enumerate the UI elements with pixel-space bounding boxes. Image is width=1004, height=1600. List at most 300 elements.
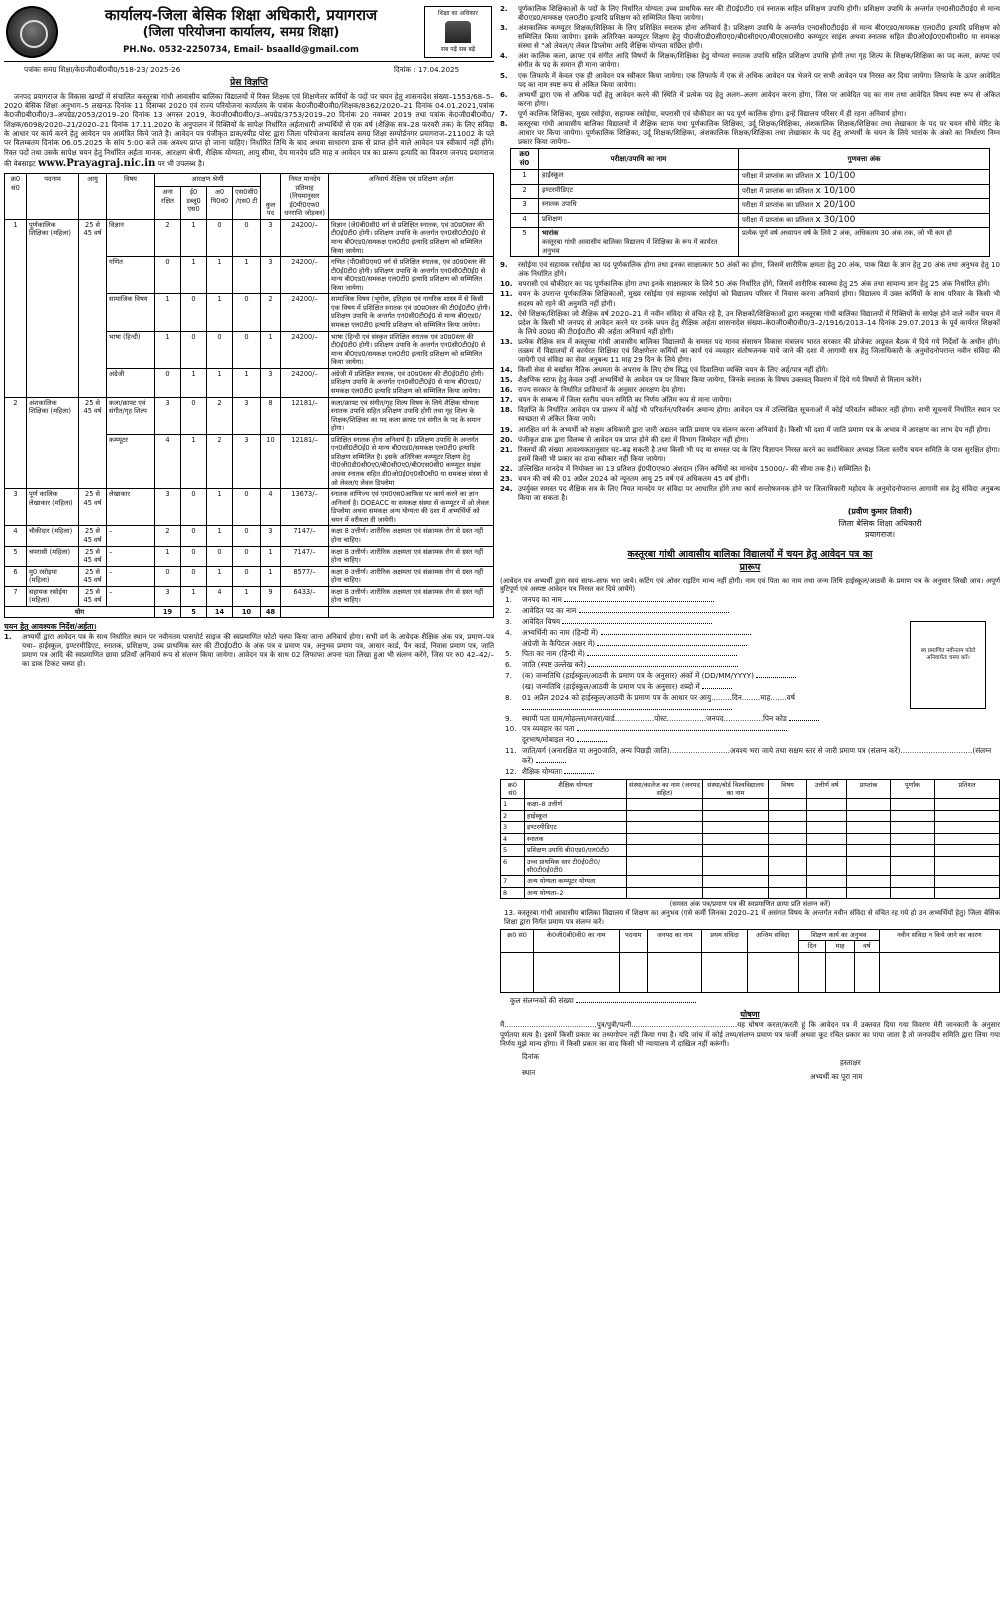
edu-blank-cell[interactable] [627,833,703,845]
merit-multiplier: x 20/100 [815,200,856,211]
total-cell: 10 [261,434,281,488]
edu-blank-cell[interactable] [891,887,935,899]
edu-blank-cell[interactable] [703,799,769,811]
sc-st-cell: 0 [233,331,261,368]
letter-date: दिनांक : 17.04.2025 [394,65,460,74]
qualification-cell: भाषा (हिन्दी एवं संस्कृत प्रशिक्षित स्नातक एवं उ0प्र0स्तर की टी0ई0टी0 होगी। प्रशिक्षण उपाधि के अन्तर्गत एन0सी0टी0ई0 से मान्य बी0एड0/समकक्ष एल0टी0 इत्यादि प्रशिक्षण को सम्मिलित किया जायेगा। [329,331,494,368]
sno-cell: 4 [5,526,27,546]
form-field[interactable] [500,606,1000,616]
press-body: जनपद प्रयागराज के विकास खण्डों में संचालित कस्तूरबा गांधी आवासीय बालिका विद्यालयों में रिक्त शिक्षक एवं शिक्षणेत्तर कर्मियों के पदों पर चयन हेतु शासनादेश संख्या–1553/68–5–2020 बेसिक शिक्षा अनुभाग–5 लखनऊ दिनांक 11 दिसम्बर 2020 एवं राज्य परियोजना कार्यालय के पत्रांक के0जी0बी0वी0/शिक्षक/8362/2020–21 दिनांक 04.01.2021,पत्रांक के0जी0बी0वी0/3–अपग्रेड/2053/2019–20 दिनांक 13 अगस्त 2019, के0जी0बी0वी0/3–अपग्रेड/3753/2019–20 दिनांक 20 नवम्बर 2019 तथा पत्रांक के0जी0बी0वी0/शिक्षक/6098/2020–21/2020–21 दिनांक 17.11.2020 के अनुपालन में रिक्तियों के सापेक्ष निर्धारित अर्हताधारी अभ्यर्थियों से एक वर्ष (शैक्षिक सत्र–28 फरवरी तक) के लिए संविदा के आधार पर कार्य करने हेतु आवेदन पत्र आमंत्रित किये जाते है। आवेदन पत्र पंजीकृत डाक/स्पीड पोस्ट द्वारा जिला परियोजना कार्यालय समग्र शिक्षा सम्पोर्डनगर प्रयागराज–211002 के पते पर विलम्बतम दिनांक 06.05.2025 के सांय 5:00 बजे तक अवश्य प्राप्त हो जाना चाहिए। निर्धारित तिथि के बाद अथवा साधारण डाक से प्राप्त होने वाले आवेदन पत्र स्वीकार्य नहीं होंगे। रिक्त पदों तथा उसके सापेक्ष चयन हेतु निर्धारित अर्हता मानक, आरक्षण श्रेणी, शैक्षिक योग्यता, आयु सीमा, देय मानदेय प्रति माह व आवेदन पत्र का प्रारूप इत्यादि का विवरण जनपद प्रयागराज की वेबसाइट [4,91,494,169]
age-cell: 25 से 45 वर्ष [79,586,107,606]
press-release-title: प्रेस विज्ञप्ति [230,78,268,88]
instruction-item [500,4,1000,22]
edu-blank-cell[interactable] [847,887,891,899]
total-blank [329,606,494,618]
form-field[interactable] [500,724,1000,734]
instruction-text: ऐसे शिक्षक/शिक्षिका जो शैक्षिक वर्ष 2020–21 में नवीन संविदा से वंचित रहे है, उन शिक्षकों/शिक्षिकाओं द्वारा कस्तूरबा गांधी बालिका विद्यालयों में रिक्तियों के सापेक्ष होने वाले नवीन चयन में प्रदेश के किसी भी जनपद से आवेदन करने पर उनके चयन हेतु शैक्षिक अर्हता शासनादेश संख्या–के0जी0बी0वी0/3–2/1916/2013–14 दिनांक 29.07.2013 के पूर्व कार्यरत शिक्षकों के लिये उ0प्र0 की टी0ई0टी0 की अर्हता अनिवार्य नहीं होगी। [518,308,1000,336]
instruction-text: शैक्षणिक स्टाफ हेतु केवल उन्हीं अभ्यर्थियों के आवेदन पत्र पर विचार किया जायेगा, जिनके स्नातक के विषय उक्तवत् विवरण में दिये गये विषयों से मिलान करेंगे। [518,375,922,385]
photo-box[interactable]: स्व प्रमाणित नवीनतम फोटो अनिवार्यतः चस्पा करें। [910,621,986,709]
form-field[interactable] [500,746,1000,766]
field-number: 11. [505,746,517,756]
sc-st-cell: 0 [233,526,261,546]
edu-blank-cell[interactable] [627,887,703,899]
obc-cell: 2 [207,434,233,488]
edu-blank-cell[interactable] [703,856,769,876]
obc-cell: 0 [207,546,233,566]
letter-number: पत्रांकः समग्र शिक्षा/के0जी0बी0वी0/518-23/ 2025-26 [24,65,181,74]
field-blank[interactable] [564,601,714,602]
instruction-text: पंजीकृत डाक द्वारा विलम्ब से आवेदन पत्र प्राप्त होने की दशा में विभाग जिम्मेदार नहीं होगा। [518,434,749,444]
honorarium-cell: 8577/– [281,566,329,586]
edu-blank-cell[interactable] [627,810,703,822]
edu-blank-cell[interactable] [891,833,935,845]
up-government-emblem-icon [6,6,58,58]
form-field[interactable] [500,649,1000,659]
field-label: पिता का नाम (हिन्दी में) [522,649,585,659]
instructions-list-3 [500,260,1000,502]
ews-cell: 0 [181,566,207,586]
field-blank[interactable] [579,612,729,613]
instruction-item [500,425,1000,434]
edu-blank-cell[interactable] [769,856,807,876]
merit-exam-name: स्नातक उपाधि [542,200,577,209]
application-form-title: कस्तूरबा गांधी आवासीय बालिका विद्यालयों में चयन हेतु आवेदन पत्र का प्रारूप [627,548,873,573]
instruction-number: 5. [500,70,508,80]
instruction-number: 6. [500,89,508,99]
edu-blank-cell[interactable] [891,810,935,822]
edu-blank-cell[interactable] [703,822,769,834]
sc-st-cell: 0 [233,566,261,586]
edu-blank-cell[interactable] [769,833,807,845]
merit-marks-text: परीक्षा में प्राप्तांक का प्रतिशत [742,201,814,210]
edu-blank-cell[interactable] [847,799,891,811]
edu-qualification: इण्टरमीडिएट [525,822,627,834]
instruction-text: पूर्ण कालिक शिक्षिका, मुख्य रसोईया, सहायक रसोईया, चपरासी एवं चौकीदार का पद पूर्ण कालिक होगा। इन्हें विद्यालय परिसर में ही रहना अनिवार्य होगा। [518,108,907,118]
edu-blank-cell[interactable] [769,810,807,822]
instruction-number: 4. [500,51,508,61]
instruction-item [500,337,1000,364]
sc-st-cell: 0 [233,294,261,331]
edu-col: उत्तीर्ण वर्ष [807,779,847,799]
exp-col-experience: शिक्षण कार्य का अनुभव [798,929,879,940]
subject-cell: विज्ञान [107,219,155,256]
edu-blank-cell[interactable] [935,887,1000,899]
instruction-item [500,71,1000,89]
signature-label: हस्ताक्षर [840,1057,861,1067]
col-unreserved: अना रक्षित [155,187,181,220]
education-row[interactable] [501,799,1000,811]
instruction-number: 12. [500,308,513,318]
edu-blank-cell[interactable] [807,876,847,888]
qualification-cell: कक्षा 8 उत्तीर्ण। शारीरिक अक्षमता एवं संक्रामक रोग से ग्रस्त नहीं होना चाहिए। [329,566,494,586]
sc-st-cell: 1 [233,586,261,606]
edu-blank-cell[interactable] [627,876,703,888]
edu-blank-cell[interactable] [891,876,935,888]
edu-blank-cell[interactable] [935,833,1000,845]
merit-exam-name: भारांक [542,229,559,238]
edu-blank-cell[interactable] [769,799,807,811]
edu-sno: 2 [501,810,525,822]
field-number: 3. [505,616,512,626]
instruction-text: अभ्यर्थी द्वारा आवेदन पत्र के साथ निर्धारित स्थान पर नवीनतम पासपोर्ट साइज की स्वप्रमाणित फोटो चस्पा किया जाना अनिवार्य होगा। सभी वर्ग के आवेदक शैक्षिक अंक पत्र, प्रमाण–पत्र यथा– हाईस्कूल, इण्टरमीडिएट, स्नातक, प्रशिक्षण, उच्च प्राथमिक स्तर की टी0ई0टी0 के अंक पत्र व प्रमाण पत्र, अनुभव प्रमाण पत्र, आधार कार्ड, पैन कार्ड, निवास प्रमाण पत्र, जाति प्रमाण पत्र आदि की स्वप्रमाणित छाया प्रतियाँ अनिवार्य रूप से संलग्न किया जायेगा। आवेदन पत्र के साथ 02 लिफाफा अपना पता लिखा हुआ भी संलग्न करेंगे, जिस पर रु0 42–42/– का डाक टिकट चस्पा हो। [22,632,494,669]
edu-col: संस्था/कालेज का नाम (जनपद सहित) [627,779,703,799]
obc-cell: 1 [207,526,233,546]
ews-cell: 0 [181,294,207,331]
honorarium-cell: 24200/– [281,294,329,331]
edu-blank-cell[interactable] [703,876,769,888]
subject-cell: सामाजिक विषय [107,294,155,331]
vacancy-row [5,586,494,606]
form-field[interactable] [500,660,1000,670]
vacancy-row [5,489,494,526]
col-subject: विषय [107,174,155,220]
edu-blank-cell[interactable] [847,822,891,834]
edu-blank-cell[interactable] [703,845,769,857]
instruction-item [500,464,1000,473]
form-field[interactable] [500,617,1000,627]
honorarium-cell: 7147/– [281,546,329,566]
field-number: 2. [505,606,512,616]
edu-blank-cell[interactable] [627,799,703,811]
qualification-cell: गणित (पी0सी0एम0 वर्ग से प्रशिक्षित स्नातक, एवं उ0प्र0स्तर की टी0ई0टी0 होगी। प्रशिक्षण उपाधि के अन्तर्गत एन0सी0टी0ई0 से मान्य बी0एड0/समकक्ष एल0टी0 इत्यादि प्रशिक्षण को सम्मिलित किया जायेगा। [329,257,494,294]
instruction-number: 18. [500,405,513,415]
instruction-number: 15. [500,375,513,385]
merit-multiplier: x 30/100 [815,214,856,225]
edu-blank-cell[interactable] [807,810,847,822]
col-honorarium: नियत मानदेय प्रतिमाह (नियमानुसार ई0पी0एफ0 धनराशि जोड़कर) [281,174,329,220]
form-field[interactable] [500,714,1000,724]
education-row[interactable] [501,876,1000,888]
unreserved-cell: 0 [155,368,181,397]
instructions-list-1 [4,632,494,668]
form-field[interactable] [500,735,1000,745]
total-cell: 8 [261,397,281,434]
instruction-text: पूर्णकालिक शिक्षिकाओं के पदों के लिए निर्धारित योग्यता उच्च प्राथमिक स्तर की टी0ई0टी0 एवं स्नातक सहित प्रशिक्षण उपाधि होगी। प्रशिक्षण उपाधि के अन्तर्गत एन0सी0टी0ई0 से मान्य बी0एड0/समकक्ष एल0टी0 इत्यादि प्रशिक्षण को सम्मिलित किया जायेगा। [518,4,1000,23]
subject-cell: गणित [107,257,155,294]
field-blank[interactable] [577,741,607,742]
education-row[interactable] [501,810,1000,822]
edu-blank-cell[interactable] [847,876,891,888]
field-blank[interactable] [536,762,566,763]
attachments-count[interactable] [500,996,1000,1005]
merit-rows [511,170,990,257]
vacancy-row [5,546,494,566]
sc-st-cell: 1 [233,368,261,397]
ews-cell: 0 [181,397,207,434]
edu-col: क्र0 सं0 [501,779,525,799]
total-obc: 14 [207,606,233,618]
application-form-fields [500,595,1000,776]
merit-row [511,199,990,214]
field-blank[interactable] [789,720,819,721]
exp-col-kgbv: के0जी0बी0वी0 का नाम [534,929,619,952]
instruction-item [4,632,494,668]
form-field[interactable] [500,671,1000,681]
total-label: योग [5,606,155,618]
instruction-item [500,365,1000,374]
place-label: स्थान [522,1067,536,1077]
edu-blank-cell[interactable] [847,856,891,876]
instruction-number: 3. [500,23,508,33]
instruction-text: चयन की वर्ष की 01 अप्रैल 2024 को न्यूनतम आयु 25 वर्ष एवं अधिकतम 45 वर्ष होगी। [518,473,750,483]
edu-blank-cell[interactable] [891,799,935,811]
honorarium-cell: 12181/– [281,434,329,488]
field-label: (ख) जन्मतिथि (हाईस्कूल/आठवी के प्रमाण पत्र के अनुसार) शब्दों में [522,681,700,691]
subject-cell: – [107,586,155,606]
honorarium-cell: 24200/– [281,331,329,368]
instruction-number: 24. [500,484,513,493]
edu-blank-cell[interactable] [769,822,807,834]
vacancy-row [5,526,494,546]
edu-blank-cell[interactable] [891,856,935,876]
merit-sno: 5 [511,228,539,257]
edu-blank-cell[interactable] [807,887,847,899]
unreserved-cell: 1 [155,331,181,368]
letterhead [4,4,494,62]
instruction-text: अंश कालिक कला, क्राफ्ट एवं संगीत आदि विषयों के शिक्षक/शिक्षिका हेतु योग्यता स्नातक उपाधि सहित प्रशिक्षण उपाधि होगी तथा गृह शिल्प के शिक्षक/शिक्षिका का पद कला, क्राफ्ट एवं संगीत के पद के समान ही माना जायेगा। [518,51,1000,70]
merit-row [511,213,990,228]
edu-blank-cell[interactable] [807,833,847,845]
field-blank[interactable] [577,730,787,731]
edu-blank-cell[interactable] [847,810,891,822]
edu-blank-cell[interactable] [847,833,891,845]
field-label: अभ्यर्थिनी का नाम (हिन्दी में) [522,627,599,637]
post-cell: अंशकालिक शिक्षिका (महिला) [27,397,79,489]
qualification-cell: विज्ञान (जे0बी0सी0 वर्ग से प्रशिक्षित स्नातक, एवं उ0प्र0स्तर की टी0ई0टी0 होगी। प्रशिक्षण उपाधि के अन्तर्गत एन0सी0टी0ई0 से मान्य बी0एड0/समकक्ष एल0टी0 इत्यादि प्रशिक्षण को सम्मिलित किया जायेगा। [329,219,494,256]
merit-marks [739,184,990,199]
field-blank[interactable] [597,645,747,646]
edu-blank-cell[interactable] [807,845,847,857]
instruction-text: रसोईया एवं सहायक रसोईया का पद पूर्णकालिक होगा तथा इनका साक्षात्कार 50 अंकों का होगा, जिसमें शारीरिक क्षमता हेतु 20 अंक, पाक विद्या के ज्ञान हेतु 20 अंक तथा अनुभव हेतु 10 अंक निर्धारित होंगे। [518,260,1000,279]
exp-col-district: जनपद का नाम [648,929,702,952]
edu-blank-cell[interactable] [935,845,1000,857]
edu-blank-cell[interactable] [703,887,769,899]
obc-cell: 1 [207,566,233,586]
field-blank[interactable] [601,634,751,635]
children-figure-icon [445,21,471,43]
obc-cell: 0 [207,331,233,368]
edu-col: पूर्णांक [891,779,935,799]
field-blank[interactable] [562,623,712,624]
instruction-number: 1. [4,632,12,642]
form-field[interactable] [500,639,1000,649]
edu-col: शैक्षिक योग्यता [525,779,627,799]
merit-marks-text: प्रत्येक पूर्ण वर्ष अध्यापन वर्ष के लिये 2 अंक, अधिकतम 30 अंक तक, जो भी कम हो [742,229,952,238]
instruction-text: प्रत्येक शैक्षिक सत्र में कस्तूरबा गांधी आवासीय बालिका विद्यालयों के समस्त पद मानव संसाधन विकास मंत्रालय भारत सरकार की प्रोजेक्ट अप्रूवल बैठक में दिये गये निर्देशों के अधीन होंगे। तत्क्रम में विद्यालयों में कार्यरत शिक्षिका एवं शिक्षणेत्तर कर्मियों का कार्य एवं व्यवहार संतोषजनक पाये जाने की दशा में आगामी सत्र हेतु जिलाधिकारी के अनुमोदनोपरान्त नवीन संविदा की जायेगी एवं संविदा का सेवा अनुबन्ध 11 माह 29 दिन के लिये होगा। [518,336,1000,364]
total-cell: 1 [261,566,281,586]
instruction-text: अभ्यर्थी द्वारा एक से अधिक पदों हेतु आवेदन करने की स्थिति में प्रत्येक पद हेतु अलग–अलग आवेदन करना होगा, जिस पर आवेदित पद का नाम तथा आवेदित विषय स्पष्ट रूप से अंकित करना होगा। [518,89,1000,108]
declaration-title: घोषणा [740,1009,760,1019]
right-to-education-logo [424,6,492,58]
merit-sno: 2 [511,184,539,199]
total-blank [281,606,329,618]
instruction-number: 11. [500,289,513,299]
edu-blank-cell[interactable] [769,845,807,857]
exp-blank-row[interactable] [501,952,1000,992]
ews-cell: 1 [181,257,207,294]
merit-multiplier: x 10/100 [815,171,856,182]
edu-qualification: हाईस्कूल [525,810,627,822]
field-label: स्थायी पता ग्राम/मोहल्ला/मजरा/वार्ड.................पोस्ट.................जनपद.................पिन कोड [522,713,787,723]
field-number: 10. [505,724,517,734]
field-blank[interactable] [587,655,737,656]
ews-cell: 0 [181,489,207,526]
instruction-text: राज्य सरकार के निर्धारित प्राविधानों के अनुसार आरक्षण देय होगा। [518,385,686,395]
reference-line [4,65,494,77]
edu-blank-cell[interactable] [935,810,1000,822]
merit-col-exam: परीक्षा/उपाधि का नाम [539,149,739,170]
instruction-number: 16. [500,385,513,395]
honorarium-cell: 6433/– [281,586,329,606]
instruction-text: किसी सेवा से बर्खास्त नैतिक अधमता के अपराध के लिए दोष सिद्ध एवं दिवालिया व्यक्ति चयन के लिए अर्ह/पात्र नहीं होंगे। [518,365,828,375]
age-cell: 25 से 45 वर्ष [79,546,107,566]
edu-blank-cell[interactable] [769,876,807,888]
field-blank[interactable] [564,773,594,774]
sc-st-cell: 3 [233,434,261,488]
instruction-number: 8. [500,118,508,128]
field-label: 01 अप्रैल 2024 को हाईस्कूल/आठवी के प्रमाण पत्र के आधार पर आयु.........दिन........माह.......वर्ष [522,692,795,702]
merit-marks-text: परीक्षा में प्राप्तांक का प्रतिशत [742,215,814,224]
exp-col-months: माह [826,941,854,952]
merit-marks [739,199,990,214]
sno-cell: 1 [5,219,27,397]
instruction-number: 2. [500,4,508,13]
age-cell: 25 से 45 वर्ष [79,397,107,489]
total-total: 48 [261,606,281,618]
field-blank[interactable] [756,677,796,678]
exp-col-years: वर्ष [854,941,879,952]
instruction-text: आरक्षित वर्ग के अभ्यर्थी को सक्षम अधिकारी द्वारा जारी अद्यतन जाति प्रमाण पत्र संलग्न करना अनिवार्य है। किसी भी दशा में जाति प्रमाण पत्र के अभाव में आरक्षण का लाभ देय नहीं होगा। [518,424,991,434]
unreserved-cell: 3 [155,397,181,434]
left-column [4,4,494,1596]
total-row [5,606,494,618]
sc-st-cell: 3 [233,397,261,434]
edu-blank-cell[interactable] [891,822,935,834]
merit-marks [739,170,990,185]
vacancy-row [5,397,494,434]
honorarium-cell: 7147/– [281,526,329,546]
edu-col: प्राप्तांक [847,779,891,799]
unreserved-cell: 1 [155,546,181,566]
vacancy-table [4,173,494,618]
field-blank[interactable] [702,688,732,689]
exp-col-sno: क्र0 सं0 [501,929,534,952]
obc-cell: 4 [207,586,233,606]
instruction-number: 21. [500,444,513,454]
edu-blank-cell[interactable] [627,856,703,876]
vacancy-row [5,566,494,586]
instruction-number: 20. [500,434,513,444]
sc-st-cell: 1 [233,257,261,294]
field-blank[interactable] [522,709,732,710]
unreserved-cell: 2 [155,526,181,546]
education-row[interactable] [501,833,1000,845]
sno-cell: 5 [5,546,27,566]
ews-cell: 1 [181,586,207,606]
age-cell: 25 से 45 वर्ष [79,489,107,526]
education-row[interactable] [501,856,1000,876]
qualification-cell: कला/क्राफ्ट एवं संगीत/गृह शिल्प विषय के लिये शैक्षिक योग्यता स्नातक उपाधि सहित प्रशिक्षण उपाधि होगी तथा गृह शिल्प के शिक्षक/शिक्षिका का पद कला क्राफ्ट एवं संगीत के पद के समान होगा। [329,397,494,434]
declaration-text: मैं.........................................पुत्र/पुत्री/पत्नी...............................................यह घोषण करता/करती हूं कि आवेदन पत्र में उक्तवत दिया गया विवरण मेरी जानकारी के अनुसार पूर्णतया सत्य है। इसमें किसी प्रकार का तथ्यगोपन नहीं किया गया है। यदि जांच में कोई तथ्य/संलग्न प्रमाण पत्र फर्जी अथवा कूट रचित प्रकार का पाया जाता है तो जनपदीय समिति द्वारा लिया गया निर्णय मुझे मान्य होगा। में किसी प्रकार का वाद किसी भी न्यायालय में दाखिल नहीं करूंगी। [500,1020,1000,1049]
edu-blank-cell[interactable] [935,799,1000,811]
edu-blank-cell[interactable] [703,833,769,845]
field-blank[interactable] [588,666,738,667]
merit-row [511,184,990,199]
post-cell: मु0 रसोइया (महिला) [27,566,79,586]
qualification-cell: कक्षा 8 उत्तीर्ण। शारीरिक अक्षमता एवं संक्रामक रोग से ग्रस्त नहीं होना चाहिए। [329,526,494,546]
honorarium-cell: 24200/– [281,368,329,397]
total-cell: 9 [261,586,281,606]
edu-blank-cell[interactable] [627,845,703,857]
form-field[interactable] [500,693,1000,713]
form-field[interactable] [500,628,1000,638]
subject-cell: अंग्रेजी [107,368,155,397]
field-label: अंग्रेजी के कैपिटल अक्षर में) [522,638,596,648]
instruction-number: 22. [500,463,513,473]
edu-blank-cell[interactable] [807,856,847,876]
field-label: आवेदित विषय [522,616,561,626]
edu-blank-cell[interactable] [891,845,935,857]
instruction-text: एक लिफाफे में केवल एक ही आवेदन पत्र स्वीकार किया जायेगा। एक लिफाफे में एक से अधिक आवेदन पत्र भेजने पर सभी आवेदन पत्र निरस्त कर दिया जायेगा। लिफाफे के ऊपर आवेदित पद का नाम स्पष्ट रूप से अंकित किया जायेगा। [518,70,1000,89]
right-column [500,4,1000,1596]
edu-blank-cell[interactable] [847,845,891,857]
instruction-number: 23. [500,473,513,483]
form-field[interactable] [500,682,1000,692]
unreserved-cell: 0 [155,566,181,586]
instruction-text: चयन के उपरान्त पूर्णकालिक शिक्षिकाओं, मुख्य रसोईया एवं सहायक रसोईयां को विद्यालय परिसर में निवास करना अनिवार्य होगा। विद्यालय में उक्त कर्मियों के साथ परिवार के किसी भी सदस्य को रहने की अनुमति नहीं होगी। [518,289,1000,308]
subject-cell: कला/क्राफ्ट एवं संगीत/गृह शिल्प [107,397,155,434]
edu-blank-cell[interactable] [769,887,807,899]
edu-blank-cell[interactable] [627,822,703,834]
instructions-list-2 [500,4,1000,146]
instruction-item [500,474,1000,483]
merit-exam [539,213,739,228]
edu-blank-cell[interactable] [935,876,1000,888]
merit-marks [739,228,990,257]
instruction-text: उल्लिखित मानदेय में नियोक्ता का 13 प्रतिशत ई0पी0एफ0 अंशदान (जिन कर्मियों का मानदेय 15000/– की सीमा तक है।) सम्मिलित है। [518,463,871,473]
instruction-item [500,51,1000,69]
instruction-item [500,119,1000,146]
merit-sno: 3 [511,199,539,214]
instruction-item [500,484,1000,502]
website-link[interactable]: www.Prayagraj.nic.in [37,158,156,170]
merit-exam-name: हाईस्कूल [542,171,564,180]
edu-qualification: प्रशिक्षण उपाधि बी0एड0/एल0टी0 [525,845,627,857]
education-row[interactable] [501,845,1000,857]
age-cell: 25 से 45 वर्ष [79,219,107,397]
edu-blank-cell[interactable] [807,822,847,834]
edu-blank-cell[interactable] [935,822,1000,834]
education-row[interactable] [501,887,1000,899]
qualification-cell: कक्षा 8 उत्तीर्ण। शारीरिक अक्षमता एवं संक्रामक रोग से ग्रस्त नहीं होना चाहिए। [329,546,494,566]
education-rows [501,799,1000,899]
edu-blank-cell[interactable] [807,799,847,811]
subject-cell: कम्प्यूटर [107,434,155,488]
edu-blank-cell[interactable] [935,856,1000,876]
post-cell: सहायक रसोईया (महिला) [27,586,79,606]
edu-blank-cell[interactable] [703,810,769,822]
col-qualification: अनिवार्य शैक्षिक एवं प्रशिक्षण अर्हता [329,174,494,220]
col-reservation: आरक्षण श्रेणी [155,174,261,187]
education-row[interactable] [501,822,1000,834]
sno-cell: 7 [5,586,27,606]
form-field[interactable] [500,595,1000,605]
qualification-cell: प्रशिक्षित स्नातक होना अनिवार्य है। प्रशिक्षण उपाधि के अन्तर्गत एन0सी0टी0ई0 से मान्य बी0एड0/समकक्ष एल0टी0 इत्यादि प्रशिक्षण सम्मिलित है। इसके अतिरिक्त कम्प्यूटर शिक्षण हेतु पी0जी0डी0सी0ए0/बी0सी0ए0/बी0एस0सी0 कम्प्यूटर साइंस अथवा स्नातक सहित डी0ओ0ई0ए0सी0सी0 या समकक्ष संस्था से ओ लेवल/ए लेवल डिप्लोमा [329,434,494,488]
col-total: कुल पद [261,174,281,220]
post-cell: पूर्ण कालिक लेखाकार (महिला) [27,489,79,526]
instruction-number: 10. [500,279,513,289]
form-field[interactable] [500,767,1000,777]
